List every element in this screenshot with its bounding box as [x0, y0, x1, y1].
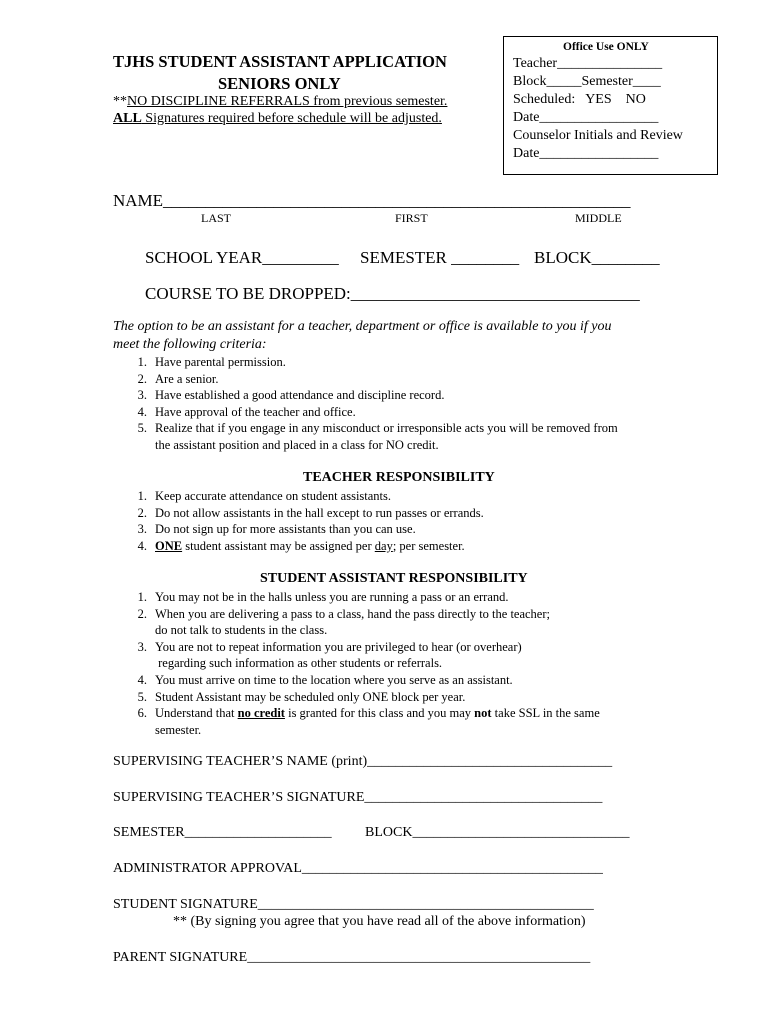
item-text: Have approval of the teacher and office. [155, 404, 356, 419]
item-text: You are not to repeat information you are privileged to hear (or overhear) [155, 639, 522, 654]
item-text: regarding such information as other students or referrals. [155, 656, 443, 671]
item-text: semester. [155, 722, 202, 737]
list-item [113, 387, 618, 404]
item-text-pre: Understand that [155, 706, 238, 721]
signatures-note [113, 111, 442, 127]
supervising-teacher-signature-field[interactable]: SUPERVISING TEACHER’S SIGNATURE__________________________________ [113, 790, 603, 805]
item-number: 5. [137, 689, 147, 704]
no-credit-emphasis: no credit [237, 706, 285, 721]
one-emphasis: ONE [155, 538, 183, 553]
teacher-responsibility-list [113, 488, 484, 554]
item-text: Realize that if you engage in any misconduct or irresponsible acts you will be removed from [155, 421, 618, 436]
office-counselor-review: Counselor Initials and Review [513, 128, 683, 143]
item-text-mid: student assistant may be assigned per [182, 538, 375, 553]
office-block-semester-field[interactable]: Block_____Semester____ [513, 74, 661, 89]
office-teacher-field[interactable]: Teacher_______________ [513, 56, 663, 71]
administrator-approval-field[interactable]: ADMINISTRATOR APPROVAL___________________________________________ [113, 861, 603, 876]
list-item [113, 606, 600, 623]
name-last-label: LAST [201, 211, 231, 225]
list-item [113, 622, 600, 639]
item-text: the assistant position and placed in a class for NO credit. [155, 437, 439, 452]
item-number [113, 437, 155, 454]
name-middle-label: MIDDLE [575, 211, 622, 225]
item-text: Do not sign up for more assistants than you can use. [155, 522, 416, 537]
item-text: do not talk to students in the class. [155, 623, 328, 638]
item-text-end: ; per semester. [392, 538, 465, 553]
item-number: 2. [137, 606, 147, 621]
item-number: 3. [137, 388, 147, 403]
name-first-label: FIRST [395, 211, 428, 225]
item-text: Keep accurate attendance on student assistants. [155, 489, 392, 503]
intro-line-1: The option to be an assistant for a teacher, department or office is available to you if you [113, 319, 612, 334]
item-text: When you are delivering a pass to a class, hand the pass directly to the teacher; [155, 606, 550, 621]
list-item [113, 521, 484, 538]
form-subtitle: SENIORS ONLY [218, 74, 341, 93]
office-review-date-field[interactable]: Date_________________ [513, 146, 659, 161]
student-signature-note: ** (By signing you agree that you have read all of the above information) [173, 914, 586, 929]
office-date-field[interactable]: Date_________________ [513, 110, 659, 125]
item-number [113, 655, 155, 672]
item-text: You must arrive on time to the location where you serve as an assistant. [155, 672, 513, 687]
list-item [113, 488, 484, 505]
item-text-end: take SSL in the same [491, 706, 600, 721]
item-number [113, 622, 155, 639]
item-number: 4. [137, 404, 147, 419]
list-item [113, 672, 600, 689]
item-number: 3. [137, 639, 147, 654]
item-text: Have parental permission. [155, 355, 286, 369]
criteria-intro [113, 318, 612, 354]
form-title: TJHS STUDENT ASSISTANT APPLICATION [113, 52, 447, 71]
teacher-responsibility-heading: TEACHER RESPONSIBILITY [303, 470, 495, 485]
item-number: 6. [137, 706, 147, 721]
signature-semester-field[interactable]: SEMESTER_____________________ [113, 825, 332, 840]
discipline-note [113, 94, 447, 110]
item-text-mid: is granted for this class and you may [284, 706, 475, 721]
parent-signature-field[interactable]: PARENT SIGNATURE_________________________________________________ [113, 950, 591, 965]
list-item [113, 354, 618, 371]
item-text: You may not be in the halls unless you are running a pass or an errand. [155, 590, 509, 604]
intro-line-2: meet the following criteria: [113, 337, 267, 352]
item-number: 2. [137, 505, 147, 520]
office-scheduled-field[interactable]: Scheduled: YES NO [513, 92, 646, 107]
note-text: NO DISCIPLINE REFERRALS from previous semester. [127, 94, 448, 109]
item-number: 1. [137, 355, 147, 369]
signatures-note-bold: ALL [113, 111, 142, 126]
list-item [113, 538, 484, 555]
criteria-list [113, 354, 618, 454]
student-signature-field[interactable]: STUDENT SIGNATURE________________________________________________ [113, 897, 594, 912]
item-number: 3. [137, 522, 147, 537]
course-dropped-field[interactable]: COURSE TO BE DROPPED:__________________________________ [145, 284, 640, 303]
student-responsibility-heading: STUDENT ASSISTANT RESPONSIBILITY [260, 571, 528, 586]
name-field[interactable]: NAME_______________________________________________________ [113, 191, 631, 210]
list-item [113, 437, 618, 454]
item-text: Have established a good attendance and discipline record. [155, 388, 445, 403]
list-item [113, 589, 600, 606]
item-number: 1. [137, 489, 147, 503]
list-item [113, 404, 618, 421]
semester-field[interactable]: SEMESTER ________ [360, 248, 520, 267]
supervising-teacher-name-field[interactable]: SUPERVISING TEACHER’S NAME (print)___________________________________ [113, 754, 613, 769]
list-item [113, 639, 600, 656]
item-number: 4. [137, 538, 147, 553]
item-text [155, 705, 600, 722]
item-number: 1. [137, 590, 147, 604]
item-text [155, 538, 465, 555]
item-text: Are a senior. [155, 371, 219, 386]
note-prefix: ** [113, 94, 127, 109]
list-item [113, 371, 618, 388]
signatures-note-text: Signatures required before schedule will be adjusted. [141, 111, 442, 126]
item-number: 4. [137, 672, 147, 687]
list-item [113, 722, 600, 739]
school-year-field[interactable]: SCHOOL YEAR_________ [145, 248, 339, 267]
signature-block-field[interactable]: BLOCK_______________________________ [365, 825, 630, 840]
list-item [113, 420, 618, 437]
item-number: 2. [137, 371, 147, 386]
list-item [113, 505, 484, 522]
block-field[interactable]: BLOCK________ [534, 248, 660, 267]
day-emphasis: day [374, 538, 393, 553]
item-text: Student Assistant may be scheduled only ONE block per year. [155, 689, 466, 704]
student-responsibility-list [113, 589, 600, 738]
item-text: Do not allow assistants in the hall except to run passes or errands. [155, 505, 484, 520]
item-number: 5. [137, 421, 147, 436]
not-emphasis: not [474, 706, 492, 721]
list-item [113, 655, 600, 672]
list-item [113, 705, 600, 722]
office-use-title: Office Use ONLY [563, 41, 649, 53]
list-item [113, 689, 600, 706]
